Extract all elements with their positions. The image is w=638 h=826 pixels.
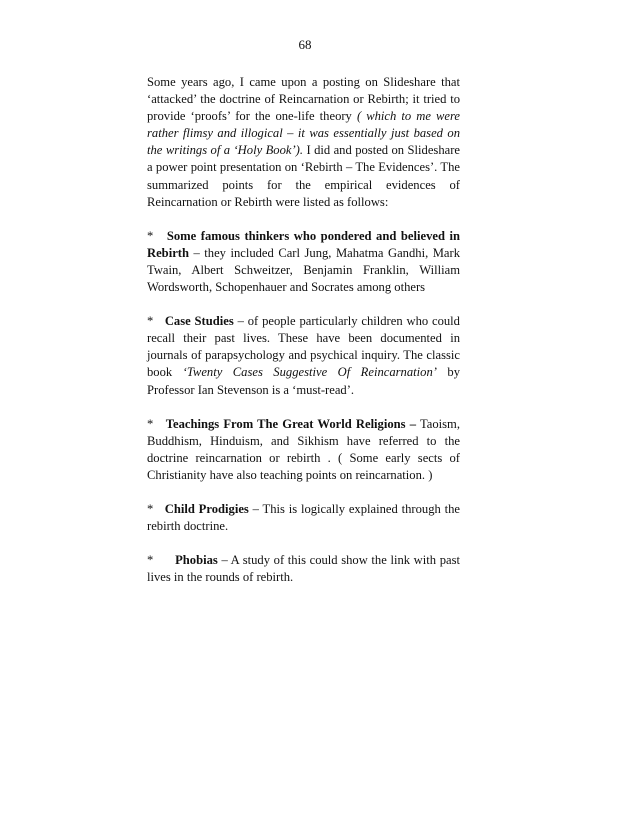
- bullet-asterisk: *: [147, 314, 154, 329]
- point-text: – This is logically explained through the rebirth doctrine.: [147, 501, 461, 534]
- point-text: Taoism, Buddhism, Hinduism, and Sikhism have referred to the doctrine reincarnation or rebirth . ( Some early sects of Christianity have also teaching points on reincarnation. ): [147, 416, 460, 482]
- bullet-asterisk: *: [147, 416, 154, 431]
- point-famous-thinkers: [147, 228, 460, 296]
- point-text: – of people particularly children who could recall their past lives. These have been documented in journals of parapsychology and psychical inquiry. The classic book: [147, 314, 460, 380]
- bullet-asterisk: *: [147, 501, 154, 516]
- intro-text: Some years ago, I came upon a posting on Slideshare that ‘attacked’ the doctrine of Reincarnation or Rebirth; it tried to provide ‘proofs’ for the one-life theory: [147, 75, 460, 124]
- intro-paragraph: [147, 74, 460, 211]
- point-text-continued: by Professor Ian Stevenson is a ‘must-read’.: [147, 365, 460, 397]
- point-world-religions: [147, 416, 460, 484]
- book-title: ‘Twenty Cases Suggestive Of Reincarnation’: [182, 365, 437, 380]
- point-heading: Phobias: [175, 553, 218, 568]
- point-heading: Child Prodigies: [164, 501, 249, 516]
- point-text: – they included Carl Jung, Mahatma Gandhi, Mark Twain, Albert Schweitzer, Benjamin Franklin, William Wordsworth, Schopenhauer and Socrates among others: [147, 245, 460, 295]
- point-heading: Teachings From The Great World Religions –: [165, 416, 417, 431]
- point-case-studies: [147, 313, 460, 398]
- intro-italic-text: ( which to me were rather flimsy and illogical – it was essentially just based on the writings of a ‘Holy Book’).: [147, 109, 460, 158]
- point-phobias: [147, 552, 460, 586]
- point-heading: Case Studies: [164, 314, 234, 329]
- page-number: 68: [298, 37, 312, 52]
- point-child-prodigies: [147, 501, 460, 535]
- point-heading: Some famous thinkers who pondered and believed in Rebirth: [147, 228, 460, 260]
- bullet-asterisk: *: [147, 553, 154, 568]
- page-body: [147, 74, 460, 603]
- point-text: – A study of this could show the link with past lives in the rounds of rebirth.: [147, 553, 460, 585]
- bullet-asterisk: *: [147, 228, 154, 243]
- intro-text-continued: I did and posted on Slideshare a power point presentation on ‘Rebirth – The Evidences’. The summarized points for the empirical evidences of Reincarnation or Rebirth were listed as follows:: [147, 143, 460, 209]
